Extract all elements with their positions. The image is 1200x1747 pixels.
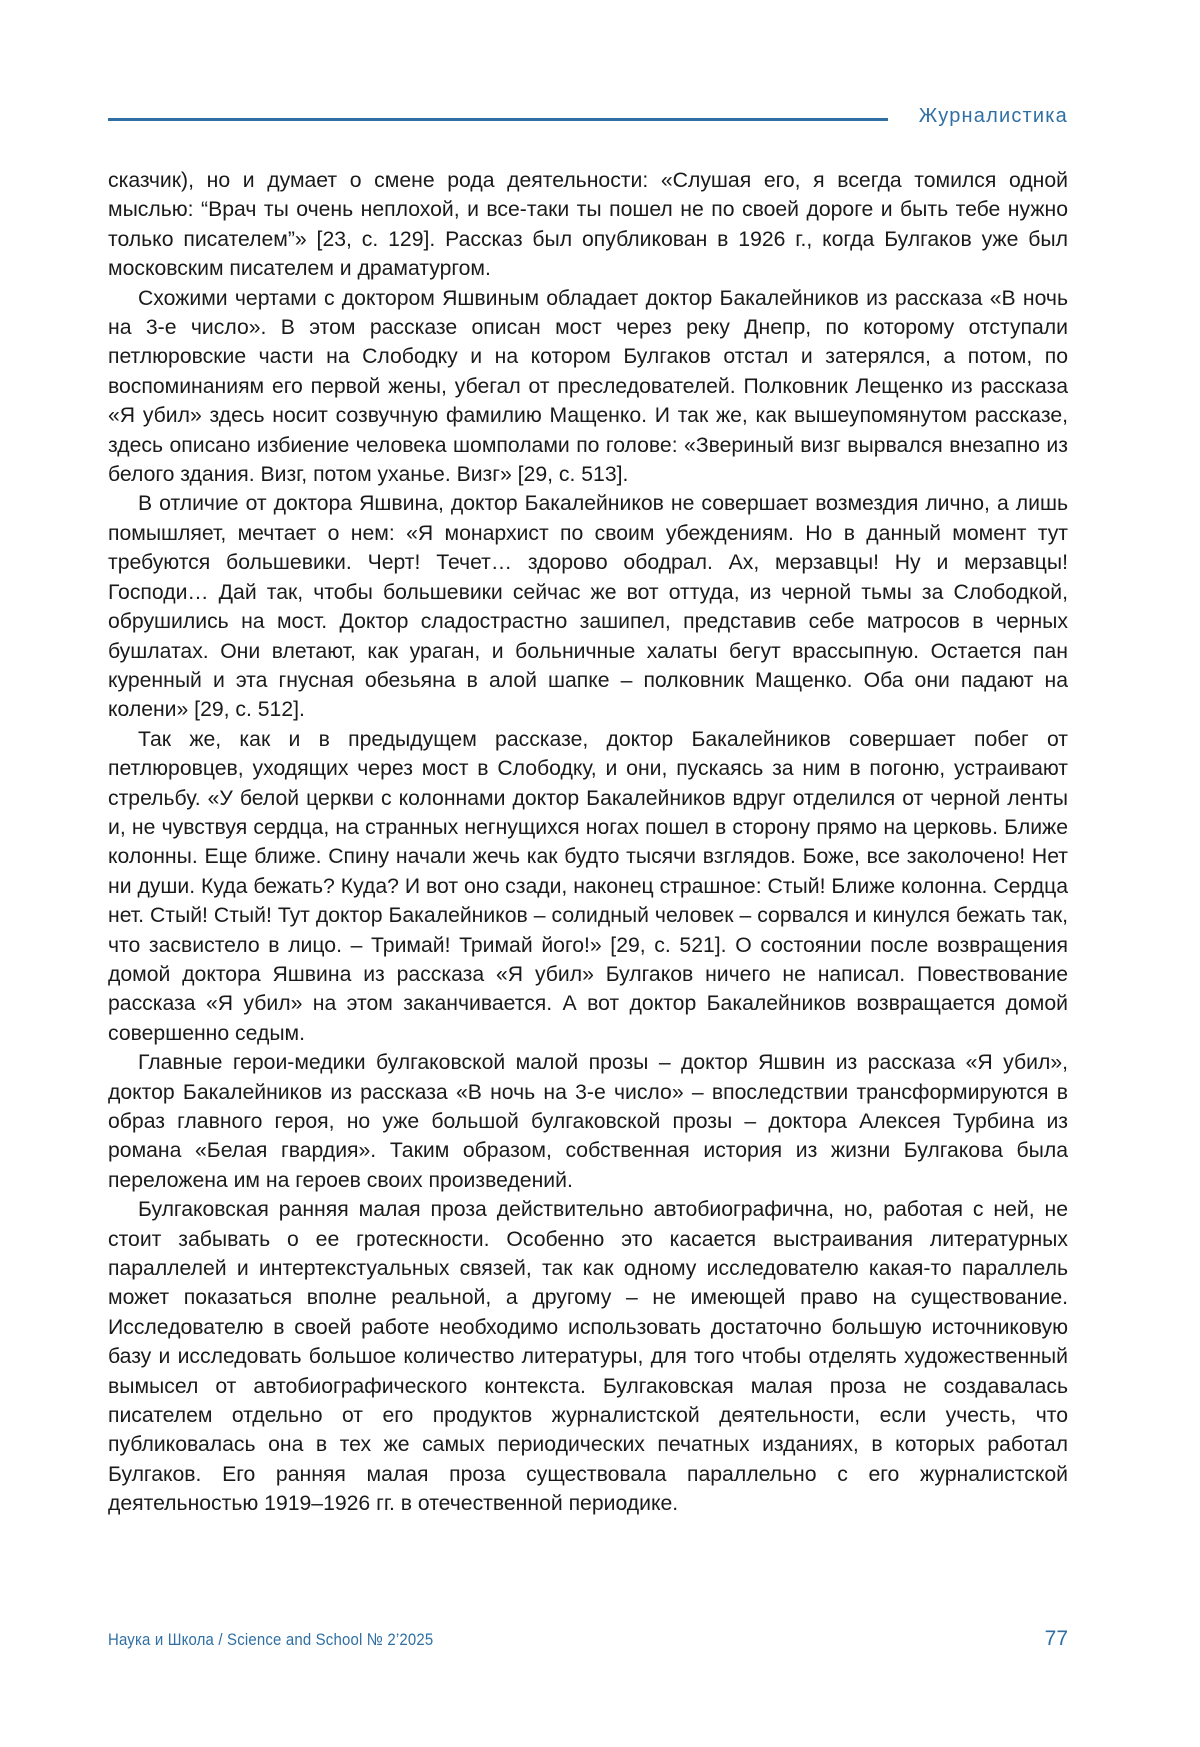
journal-name: Наука и Школа / Science and School № 2’2025 <box>108 1630 434 1649</box>
paragraph-1: сказчик), но и думает о смене рода деятельности: «Слушая его, я всегда томился одной мыслью: “Врач ты очень неплохой, и все-таки ты пошел не по своей дороге и быть тебе нужно только писателем”» [23, с. 129]. Рассказ был опубликован в 1926 г., когда Булгаков уже был московским писателем и драматургом. <box>108 169 1068 281</box>
article-body <box>108 166 1068 1519</box>
page-number: 77 <box>1044 1627 1068 1650</box>
paragraph-2: Схожими чертами с доктором Яшвиным обладает доктор Бакалейников из рассказа «В ночь на 3-е число». В этом рассказе описан мост через реку Днепр, по которому отступали петлюровские части на Слободку и на котором Булгаков отстал и затерялся, а потом, по воспоминаниям его первой жены, убегал от преследователей. Полковник Лещенко из рассказа «Я убил» здесь носит созвучную фамилию Мащенко. И так же, как вышеупомянутом рассказе, здесь описано избиение человека шомполами по голове: «Звериный визг вырвался внезапно из белого здания. Визг, потом уханье. Визг» [29, с. 513]. <box>108 286 1068 487</box>
paragraph-6: Булгаковская ранняя малая проза действительно автобиографична, но, работая с ней, не стоит забывать о ее гротескности. Особенно это касается выстраивания литературных параллелей и интертекстуальных связей, так как одному исследователю какая-то параллель может показаться вполне реальной, а другому – не имеющей право на существование. Исследователю в своей работе необходимо использовать достаточно большую источниковую базу и исследовать большое количество литературы, для того чтобы отделять художественный вымысел от автобиографического контекста. Булгаковская малая проза не создавалась писателем отдельно от его продуктов журналистской деятельности, если учесть, что публиковалась она в тех же самых периодических печатных изданиях, в которых работал Булгаков. Его ранняя малая проза существовала параллельно с его журналистской деятельностью 1919–1926 гг. в отечественной периодике. <box>108 1198 1068 1516</box>
running-header <box>108 104 1068 128</box>
page-footer <box>108 1626 1068 1652</box>
section-title: Журналистика <box>918 105 1068 127</box>
paragraph-5: Главные герои-медики булгаковской малой прозы – доктор Яшвин из рассказа «Я убил», доктор Бакалейников из рассказа «В ночь на 3-е число» – впоследствии трансформируются в образ главного героя, но уже большой булгаковской прозы – доктора Алексея Турбина из романа «Белая гвардия». Таким образом, собственная история из жизни Булгакова была переложена им на героев своих произведений. <box>108 1051 1068 1192</box>
paragraph-3: В отличие от доктора Яшвина, доктор Бакалейников не совершает возмездия лично, а лишь помышляет, мечтает о нем: «Я монархист по своим убеждениям. Но в данный момент тут требуются большевики. Черт! Течет… здорово ободрал. Ах, мерзавцы! Ну и мерзавцы! Господи… Дай так, чтобы большевики сейчас же вот оттуда, из черной тьмы за Слободкой, обрушились на мост. Доктор сладострастно зашипел, представив себе матросов в черных бушлатах. Они влетают, как ураган, и больничные халаты бегут врассыпную. Остается пан куренный и эта гнусная обезьяна в алой шапке – полковник Мащенко. Оба они падают на колени» [29, с. 512]. <box>108 492 1068 722</box>
header-rule <box>108 118 888 121</box>
paragraph-4: Так же, как и в предыдущем рассказе, доктор Бакалейников совершает побег от петлюровцев, уходящих через мост в Слободку, и они, пускаясь за ним в погоню, устраивают стрельбу. «У белой церкви с колоннами доктор Бакалейников вдруг отделился от черной ленты и, не чувствуя сердца, на странных негнущихся ногах пошел в сторону прямо на церковь. Ближе колонны. Еще ближе. Спину начали жечь как будто тысячи взглядов. Боже, все заколочено! Нет ни души. Куда бежать? Куда? И вот оно сзади, наконец страшное: Стый! Ближе колонна. Сердца нет. Стый! Стый! Тут доктор Бакалейников – солидный человек – сорвался и кинулся бежать так, что засвистело в лицо. – Тримай! Тримай його!» [29, с. 521]. О состоянии после возвращения домой доктора Яшвина из рассказа «Я убил» Булгаков ничего не написал. Повествование рассказа «Я убил» на этом заканчивается. А вот доктор Бакалейников возвращается домой совершенно седым. <box>108 727 1068 1045</box>
